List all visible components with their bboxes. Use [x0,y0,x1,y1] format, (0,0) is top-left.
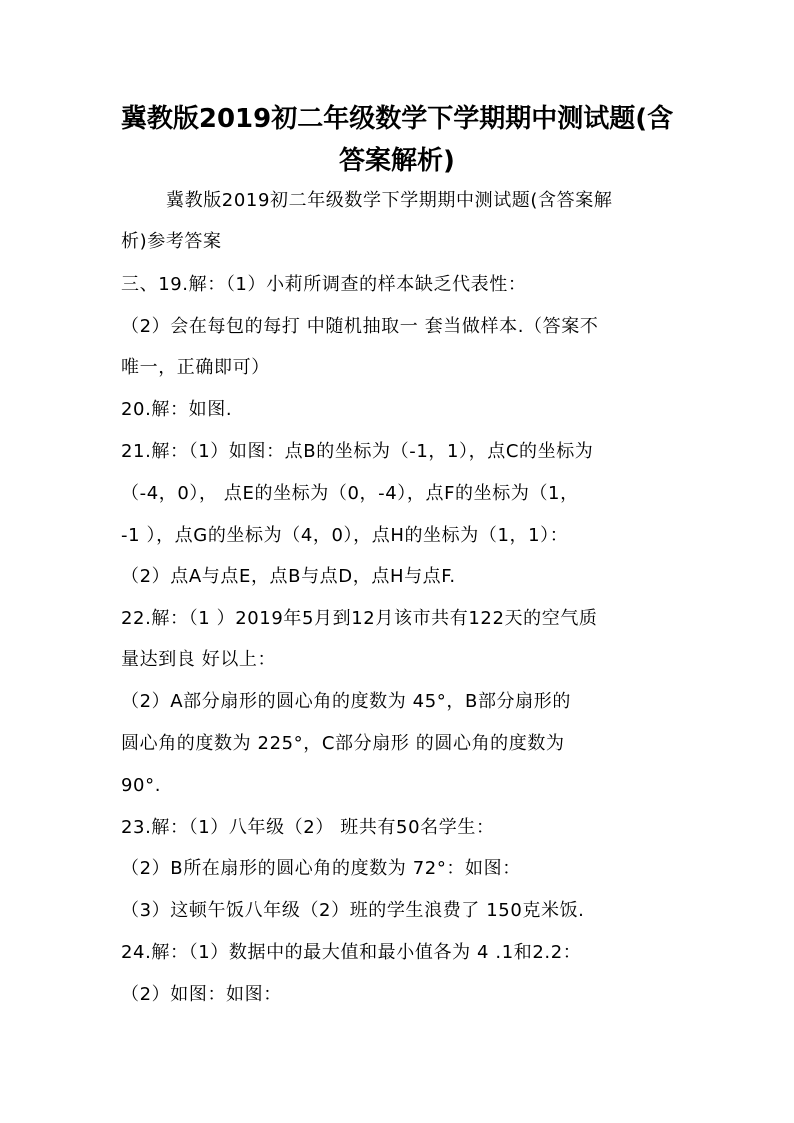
intro-line-1: 冀教版2019初二年级数学下学期期中测试题(含答案解 [166,190,613,211]
answer-23-line-3: （3）这顿午饭八年级（2）班的学生浪费了 150克米饭. [121,900,585,921]
answer-23-line-2: （2）B所在扇形的圆心角的度数为 72°：如图： [121,858,521,879]
answer-22-line-1: 22.解：（1 ）2019年5月到12月该市共有122天的空气质 [121,608,598,629]
answer-21-line-1: 21.解：（1）如图：点B的坐标为（-1，1），点C的坐标为 [121,441,594,462]
answer-19-line-2: （2）会在每包的每打 中随机抽取一 套当做样本.（答案不 [121,316,599,337]
answer-22-line-4: 圆心角的度数为 225°，C部分扇形 的圆心角的度数为 [121,733,565,754]
answer-22-line-3: （2）A部分扇形的圆心角的度数为 45°，B部分扇形的 [121,691,571,712]
answer-20-line-1: 20.解：如图. [121,399,233,420]
answer-22-line-5: 90°. [121,775,162,796]
document-title-line-2: 答案解析) [339,146,455,176]
answer-19-line-1: 三、19.解：（1）小莉所调查的样本缺乏代表性： [121,274,527,295]
answer-19-line-3: 唯一，正确即可） [121,357,270,378]
answer-21-line-2: （-4，0）， 点E的坐标为（0，-4），点F的坐标为（1， [121,483,579,504]
answer-21-line-3: -1 ），点G的坐标为（4，0），点H的坐标为（1，1）： [121,525,569,546]
intro-line-2: 析)参考答案 [121,231,222,252]
answer-21-line-4: （2）点A与点E，点B与点D，点H与点F. [121,566,456,587]
answer-23-line-1: 23.解：（1）八年级（2） 班共有50名学生： [121,817,495,838]
answer-22-line-2: 量达到良 好以上： [121,649,277,670]
answer-24-line-1: 24.解：（1）数据中的最大值和最小值各为 4 .1和2.2： [121,942,582,963]
answer-24-line-2: （2）如图：如图： [121,984,282,1005]
document-title-line-1: 冀教版2019初二年级数学下学期期中测试题(含 [120,104,674,134]
